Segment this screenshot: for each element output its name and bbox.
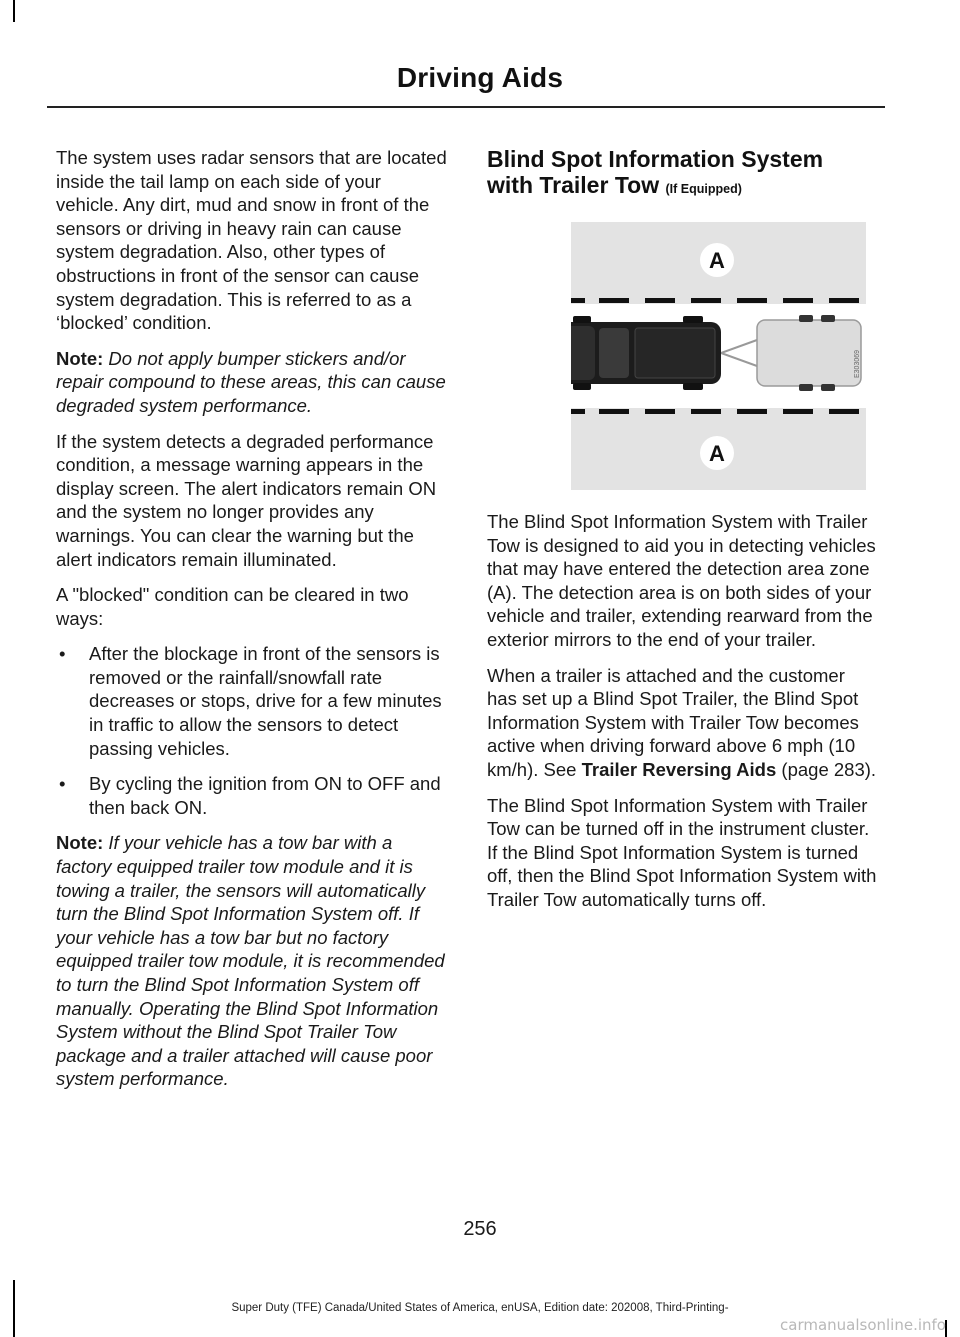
header-rule: [47, 106, 885, 108]
list-item-text: After the blockage in front of the sensors is removed or the rainfall/snowfall rate decreases or stops, drive for a few minutes in traffic to allow the sensors to detect passing vehicles.: [89, 643, 442, 759]
section-heading: [487, 146, 879, 202]
heading-line-2: [487, 172, 879, 202]
list-item: [56, 772, 448, 819]
note-text: If your vehicle has a tow bar with a factory equipped trailer tow module and it is towing a trailer, the sensors will automatically turn the Blind Spot Information System off. If your vehicle has a tow bar but no factory equipped trailer tow module, it is recommended to turn the Blind Spot Information System off manually. Operating the Blind Spot Information System without the Blind Spot Trailer Tow package and a trailer attached will cause poor system performance.: [56, 832, 445, 1090]
zone-label-text: A: [709, 441, 725, 466]
figure-code: E303069: [854, 349, 861, 379]
note-label: Note:: [56, 347, 104, 369]
truck-icon: [571, 316, 721, 390]
bullet-icon: •: [59, 643, 66, 665]
watermark: carmanualsonline.info: [780, 1316, 946, 1334]
zone-label-bottom: [700, 436, 734, 470]
paragraph-text: When a trailer is attached and the customer has set up a Blind Spot Trailer, the Blind Spot Information System with Trailer Tow becomes active when driving forward above 6 mph (10 km/h). See: [487, 664, 859, 780]
left-column: [56, 146, 448, 1103]
note-tow-bar: [56, 831, 448, 1091]
page-title: Driving Aids: [396, 62, 564, 93]
heading-if-equipped: (If Equipped): [665, 182, 742, 196]
note-text: Do not apply bumper stickers and/or repair compound to these areas, this can cause degraded system performance.: [56, 347, 446, 416]
heading-line-1: Blind Spot Information System: [487, 146, 824, 172]
note-bumper-stickers: [56, 347, 448, 418]
bullet-icon: •: [59, 773, 66, 795]
list-item: [56, 642, 448, 760]
note-label: Note:: [56, 832, 104, 854]
blind-spot-diagram: [571, 222, 866, 490]
trailer-reversing-aids-link[interactable]: Trailer Reversing Aids: [581, 758, 777, 780]
edition-footer: Super Duty (TFE) Canada/United States of America, enUSA, Edition date: 202008, Third-Printing-: [231, 1302, 729, 1314]
zone-label-top: [700, 243, 734, 277]
bullet-list: [56, 642, 448, 819]
paragraph-blocked-condition: A "blocked" condition can be cleared in two ways:: [56, 584, 409, 629]
list-item-text: By cycling the ignition from ON to OFF and then back ON.: [89, 773, 441, 818]
paragraph-turn-off: The Blind Spot Information System with Trailer Tow can be turned off in the instrument cluster. If the Blind Spot Information System is turned off, then the Blind Spot Information System with Trailer Tow automatically turns off.: [487, 794, 877, 910]
crop-mark-top-left: [13, 0, 15, 22]
paragraph-bsis-trailer-tow: The Blind Spot Information System with Trailer Tow is designed to aid you in detecting vehicles that may have entered the detection area zone (A). The detection area is on both sides of your vehicle and trailer, extending rearward from the exterior mirrors to the end of your trailer.: [487, 511, 876, 650]
heading-line-2-text: with Trailer Tow: [487, 172, 660, 198]
page-number: 256: [463, 1218, 497, 1240]
right-column: [487, 146, 879, 924]
page-reference: (page 283).: [776, 758, 877, 780]
paragraph-radar-sensors: The system uses radar sensors that are located inside the tail lamp on each side of your vehicle. Any dirt, mud and snow in front of the sensors or driving in heavy rain can cause system degradation. Also, other types of obstructions in front of the sensor can cause system degradation. This is referred to as a ‘blocked’ condition.: [56, 147, 447, 334]
paragraph-degraded-performance: If the system detects a degraded performance condition, a message warning appears in the display screen. The alert indicators remain ON and the system no longer provides any warnings. You can clear the warning but the alert indicators remain illuminated.: [56, 430, 437, 570]
paragraph-trailer-attached: [487, 664, 879, 782]
zone-label-text: A: [709, 248, 725, 273]
blind-spot-figure: [571, 222, 866, 490]
